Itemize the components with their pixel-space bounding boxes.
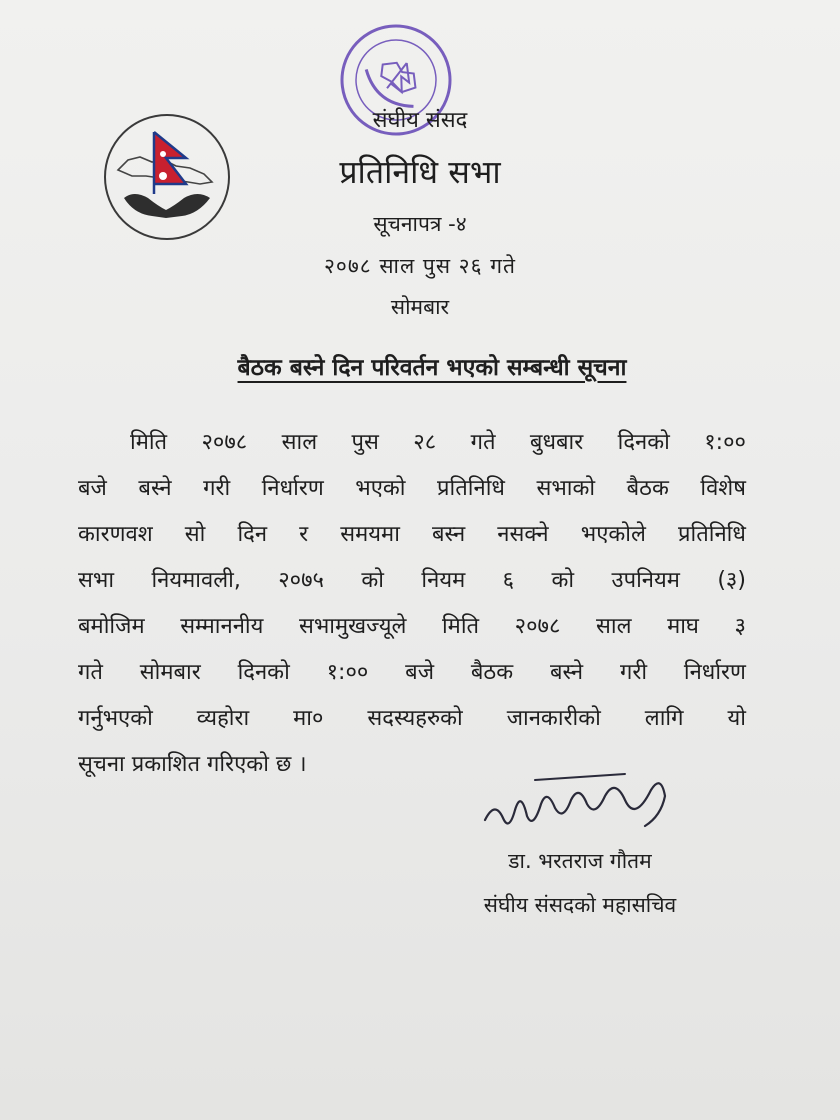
body-word: गते — [470, 430, 496, 455]
body-word: र — [299, 522, 309, 547]
body-word: भएको — [355, 476, 406, 501]
body-word: सदस्यहरुको — [367, 706, 463, 731]
body-word: २८ — [413, 430, 437, 455]
signatory-name: डा. भरतराज गौतम — [508, 849, 652, 873]
body-word: प्रतिनिधि — [677, 522, 746, 547]
body-word: बजे — [405, 660, 435, 685]
body-word: दिनको — [617, 430, 670, 455]
body-word: सम्माननीय — [180, 614, 264, 639]
body-word: २०७८ — [201, 430, 248, 455]
body-word: नियमावली, — [151, 568, 241, 593]
body-word: नसक्ने — [497, 522, 549, 547]
body-word: कारणवश — [78, 522, 153, 547]
body-word: १:०० — [704, 430, 746, 455]
body-line — [78, 420, 746, 466]
house-name: प्रतिनिधि सभा — [339, 153, 501, 191]
body-line — [78, 558, 746, 604]
body-line — [78, 466, 746, 512]
parliament-name: संघीय संसद — [372, 108, 468, 133]
body-word: २०७५ — [278, 568, 324, 593]
body-word: गते — [78, 660, 103, 685]
body-word: बैठक — [470, 660, 514, 685]
body-word: नियम — [421, 568, 466, 593]
notice-number: सूचनापत्र -४ — [373, 212, 467, 236]
body-word: उपनियम — [611, 568, 680, 593]
body-word: बुधबार — [529, 430, 584, 455]
notice-subject: बैठक बस्ने दिन परिवर्तन भएको सम्बन्धी सूचना — [237, 355, 627, 381]
body-word: बजे — [78, 476, 107, 501]
body-word: सभाको — [536, 476, 596, 501]
body-line — [78, 512, 746, 558]
body-word: को — [361, 568, 385, 593]
body-word: समयमा — [340, 522, 400, 547]
body-word: सभामुखज्यूले — [298, 614, 407, 639]
notice-body — [78, 420, 746, 788]
body-word: व्यहोरा — [196, 706, 250, 731]
body-word: सो — [184, 522, 206, 547]
body-word: सोमबार — [139, 660, 201, 685]
body-word: माघ — [667, 614, 699, 639]
body-line — [78, 696, 746, 742]
body-word: मिति — [130, 430, 168, 455]
body-word: साल — [596, 614, 632, 639]
body-word: दिन — [237, 522, 268, 547]
body-line: सूचना प्रकाशित गरिएको छ । — [78, 752, 307, 777]
body-word: पुस — [351, 430, 379, 455]
body-word: १:०० — [326, 660, 369, 685]
body-word: प्रतिनिधि — [437, 476, 505, 501]
body-line — [78, 604, 746, 650]
body-word: मा० — [293, 706, 324, 731]
body-word: भएकोले — [580, 522, 646, 547]
body-word: जानकारीको — [506, 706, 601, 731]
body-word: साल — [281, 430, 318, 455]
signatory-title: संघीय संसदको महासचिव — [483, 893, 677, 917]
body-word: ३ — [734, 614, 746, 639]
body-word: लागि — [644, 706, 684, 731]
body-word: ६ — [502, 568, 515, 593]
body-word: निर्धारण — [261, 476, 324, 501]
body-word: बमोजिम — [78, 614, 145, 639]
body-word: यो — [727, 706, 746, 731]
house-of-representatives-stamp-icon — [312, 0, 480, 164]
body-line — [78, 650, 746, 696]
body-word: गर्नुभएको — [78, 706, 153, 731]
body-word: दिनको — [237, 660, 290, 685]
body-word: विशेष — [700, 476, 746, 501]
body-word: मिति — [441, 614, 480, 639]
body-word: बैठक — [626, 476, 669, 501]
body-word: बस्ने — [549, 660, 584, 685]
body-word: (३) — [717, 568, 746, 593]
body-word: बस्ने — [138, 476, 172, 501]
body-word: २०७८ — [514, 614, 561, 639]
body-word: गरी — [619, 660, 648, 685]
body-word: गरी — [203, 476, 231, 501]
body-word: बस्न — [432, 522, 466, 547]
handwritten-signature — [475, 760, 675, 850]
body-word: निर्धारण — [683, 660, 746, 685]
notice-weekday: सोमबार — [390, 295, 450, 319]
body-word: को — [551, 568, 575, 593]
notice-date: २०७८ साल पुस २६ गते — [323, 254, 516, 278]
body-word: सभा — [78, 568, 115, 593]
